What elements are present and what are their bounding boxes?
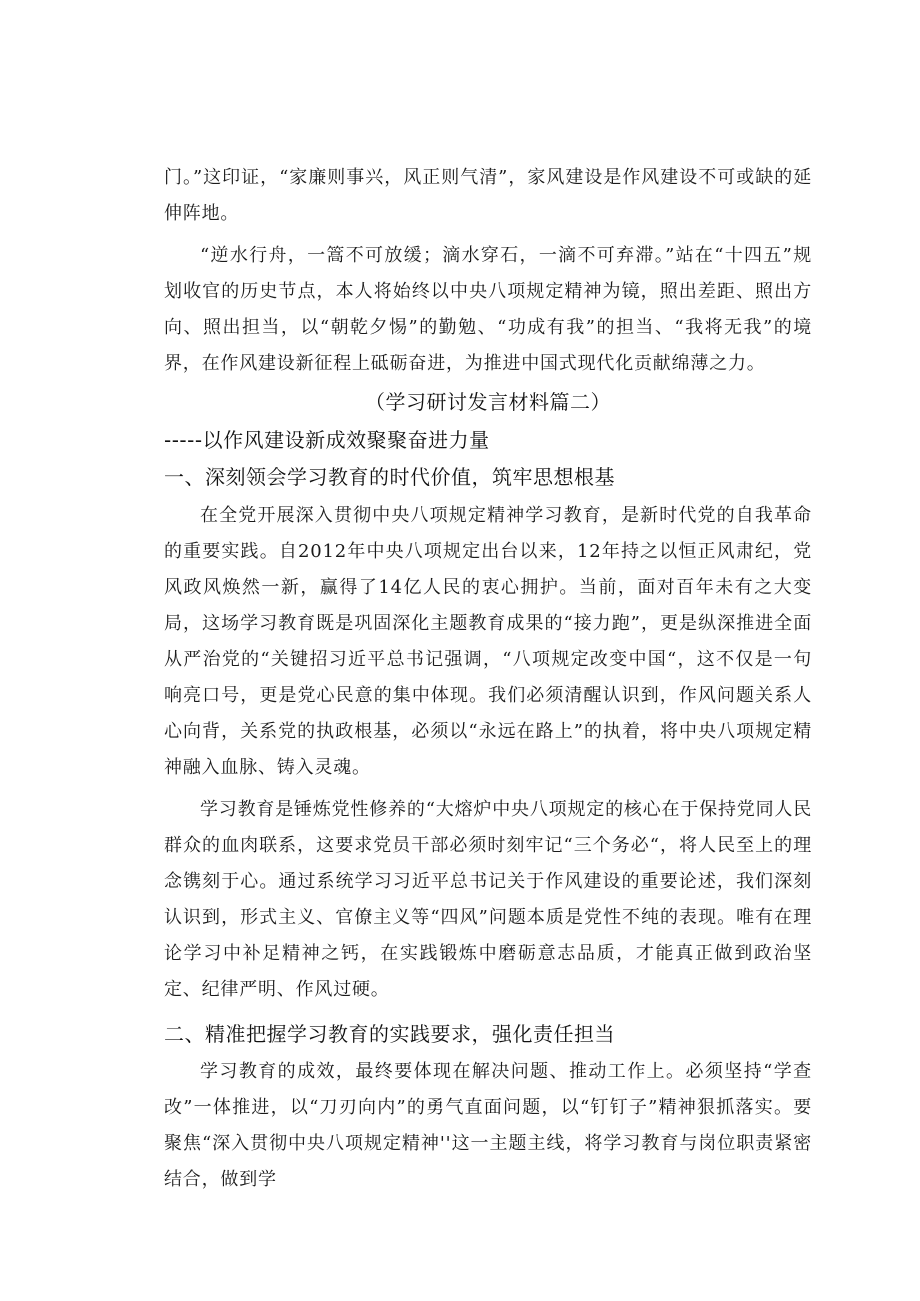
document-subtitle: -----以作风建设新成效聚聚奋进力量 <box>164 428 490 452</box>
section1-paragraph: 学习教育是锤炼党性修养的“大熔炉中央八项规定的核心在于保持党同人民群众的血肉联系，这要求党员干部必须时刻牢记“三个务必“，将人民至上的理念镌刻于心。通过系统学习习近平总书记关于作风建设的重要论述，我们深刻认识到，形式主义、官僚主义等“四风”问题本质是党性不纯的表现。唯有在理论学习中补足精神之钙，在实践锻炼中磨砺意志品质，才能真正做到政治坚定、纪律严明、作风过硬。 <box>164 799 812 1000</box>
section1-paragraph: 在全党开展深入贯彻中央八项规定精神学习教育，是新时代党的自我革命的重要实践。自2012年中央八项规定出台以来，12年持之以恒正风肃纪，党风政风焕然一新，赢得了14亿人民的衷心拥护。当前，面对百年未有之大变局，这场学习教育既是巩固深化主题教育成果的“接力跑”，更是纵深推进全面从严治党的“关键招习近平总书记强调，“八项规定改变中国“，这不仅是一句响亮口号，更是党心民意的集中体现。我们必须清醒认识到，作风问题关系人心向背，关系党的执政根基，必须以“永远在路上”的执着，将中央八项规定精神融入血脉、铸入灵魂。 <box>164 505 812 778</box>
paragraph-closing-pledge: “逆水行舟，一篙不可放缓；滴水穿石，一滴不可弃滞。”站在“十四五”规划收官的历史节点，本人将始终以中央八项规定精神为镜，照出差距、照出方向、照出担当，以“朝乾夕惕”的勤勉、“功成有我”的担当、“我将无我”的境界，在作风建设新征程上砥砺奋进，为推进中国式现代化贡献绵薄之力。 <box>164 245 812 374</box>
document-body <box>164 160 812 1198</box>
document-title: （学习研讨发言材料篇二） <box>365 390 611 414</box>
section-heading-1: 一、深刻领会学习教育的时代价值，筑牢思想根基 <box>164 465 615 489</box>
section-heading-2: 二、精准把握学习教育的实践要求，强化责任担当 <box>164 1022 615 1046</box>
paragraph-continuation: 门。”这印证，“家廉则事兴，风正则气清”，家风建设是作风建设不可或缺的延伸阵地。 <box>164 167 812 224</box>
section2-paragraph: 学习教育的成效，最终要体现在解决问题、推动工作上。必须坚持“学查改”一体推进，以“刀刃向内”的勇气直面问题，以“钉钉子”精神狠抓落实。要聚焦“深入贯彻中央八项规定精神''这一主题主线，将学习教育与岗位职责紧密结合，做到学 <box>164 1061 812 1190</box>
